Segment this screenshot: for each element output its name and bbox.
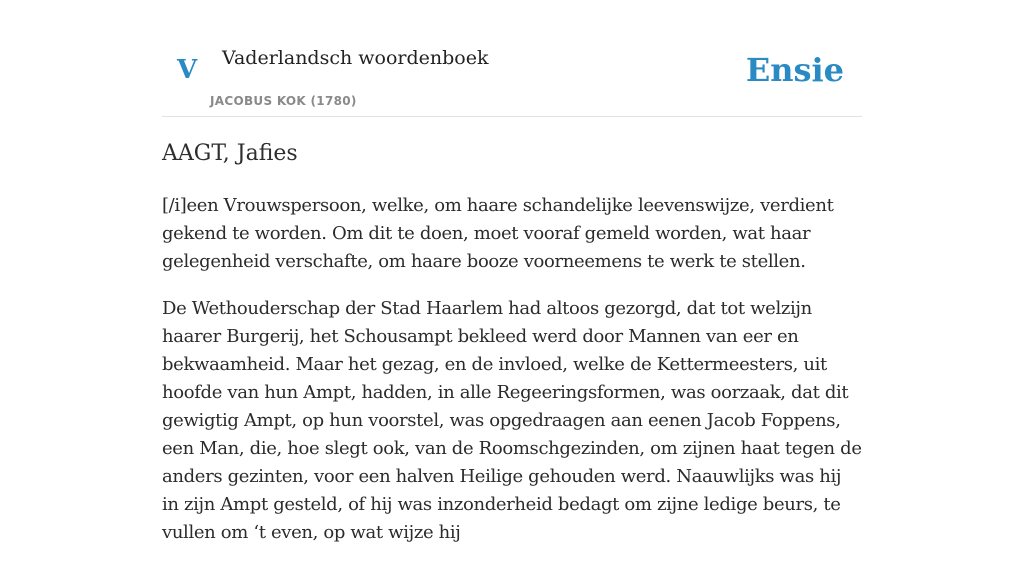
entry-title: AAGT, Jafies xyxy=(162,141,298,166)
entry-paragraph: De Wethouderschap der Stad Haarlem had altoos gezorgd, dat tot welzijn haarer Burgerij, het Schousampt bekleed werd door Mannen van eer en bekwaamheid. Maar het gezag, en de invloed, welke de Kettermeesters, uit hoofde van hun Ampt, hadden, in alle Regeeringsformen, was oorzaak, dat dit gewigtig Ampt, op hun voorstel, was opgedraagen aan eenen Jacob Foppens, een Man, die, hoe slegt ook, van de Roomschgezinden, om zijnen haat tegen de anders gezinten, voor een halven Heilige gehouden werd. Naauwlijks was hij in zijn Ampt gesteld, of hij was inzonderheid bedagt om zijne ledige beurs, te vullen om ‘t even, op wat wijze hij xyxy=(162,298,862,543)
header xyxy=(162,0,862,117)
book-letter-icon[interactable]: V xyxy=(177,55,198,85)
entry-paragraph: [/i]een Vrouwspersoon, welke, om haare schandelijke leevenswijze, verdient gekend te worden. Om dit te doen, moet vooraf gemeld worden, wat haar gelegenheid verschafte, om haare booze voorneemens te werk te stellen. xyxy=(162,195,834,272)
ensie-logo[interactable]: Ensie xyxy=(745,51,844,89)
book-title-link[interactable]: Vaderlandsch woordenboek xyxy=(222,47,489,69)
book-author: JACOBUS KOK (1780) xyxy=(210,94,357,108)
entry-body xyxy=(162,192,862,566)
